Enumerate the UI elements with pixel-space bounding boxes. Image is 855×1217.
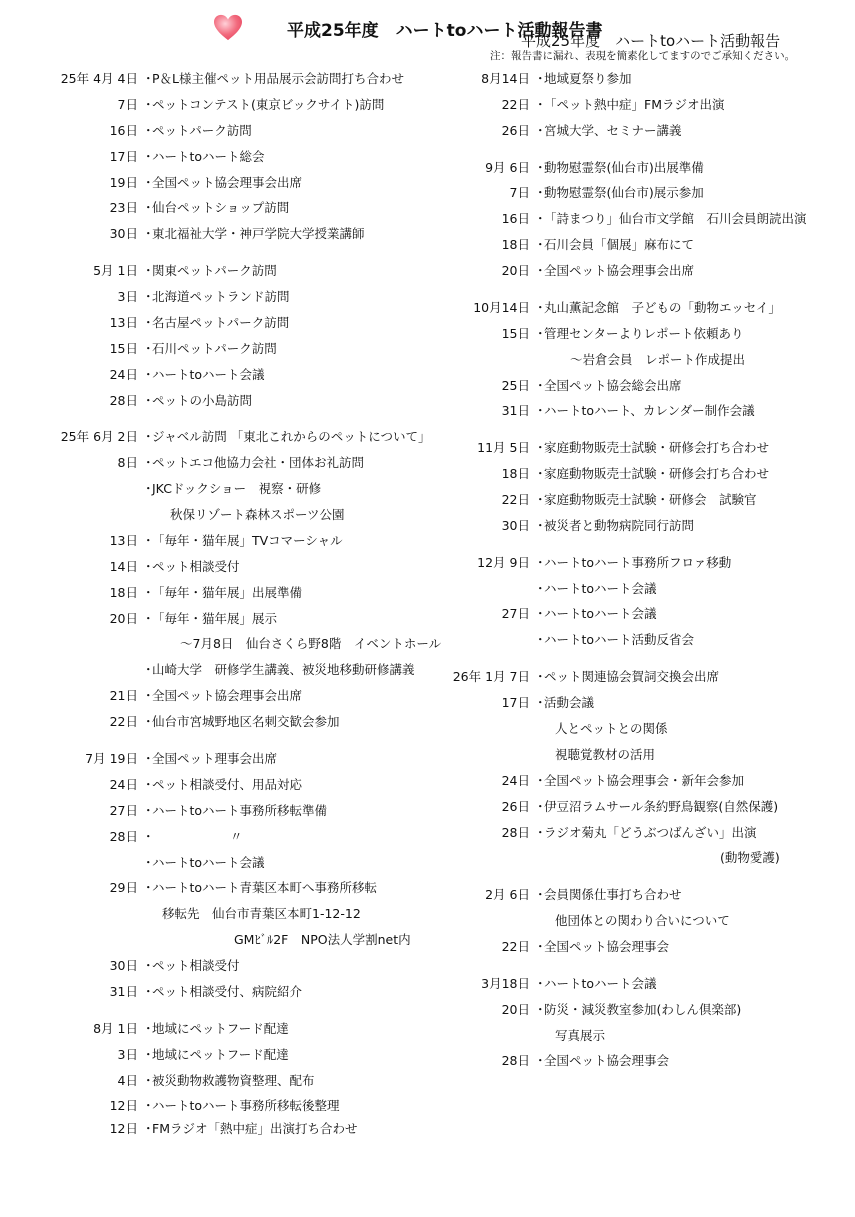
activity-date: 21日: [109, 688, 138, 704]
activity-row: [0, 195, 400, 221]
bullet-mark: ・: [142, 584, 155, 600]
activity-row: [430, 373, 830, 399]
activity-text: 「詩まつり」仙台市文学館 石川会員朗読出演: [544, 211, 807, 227]
bullet-mark: ・: [142, 392, 155, 408]
activity-text: 北海道ペットランド訪問: [152, 289, 290, 305]
bullet-mark: ・: [534, 772, 547, 788]
activity-text: 全国ペット協会理事会: [544, 1053, 670, 1069]
bullet-mark: ・: [142, 1072, 155, 1088]
activity-date: 12日: [109, 1098, 138, 1114]
bullet-mark: ・: [534, 263, 547, 279]
activity-text: 動物慰霊祭(仙台市)展示参加: [544, 185, 704, 201]
activity-row: [0, 310, 400, 336]
bullet-mark: ・: [142, 854, 155, 870]
activity-row: [430, 971, 830, 997]
activity-text: ラジオ菊丸「どうぶつばんざい」出演: [544, 824, 757, 840]
activity-text: ハートtoハート会議: [544, 580, 657, 596]
activity-text: 防災・減災教室参加(わしん倶楽部): [544, 1001, 742, 1017]
activity-text: 移転先 仙台市青葉区本町1-12-12: [162, 906, 361, 922]
activity-row: [0, 1016, 400, 1042]
activity-date: 15日: [501, 325, 530, 341]
bullet-mark: ・: [142, 71, 155, 86]
activity-row: [0, 606, 400, 632]
bullet-mark: ・: [142, 958, 155, 974]
activity-text: ～岩倉会員 レポート作成提出: [570, 351, 746, 367]
bullet-mark: ・: [142, 688, 155, 704]
activity-date: 11月 5日: [477, 440, 530, 456]
activity-date: 31日: [501, 403, 530, 419]
activity-row: [0, 554, 400, 580]
page-title-overlay: 平成25年度 ハートtoハート活動報告: [521, 32, 781, 50]
activity-list-left: [0, 66, 442, 1139]
activity-row: [0, 388, 400, 414]
bullet-mark: ・: [534, 440, 547, 456]
activity-date: 8月 1日: [93, 1020, 138, 1036]
activity-text: ジャベル訪問 「東北これからのペットについて」: [152, 429, 431, 445]
activity-date: 26日: [501, 122, 530, 138]
bullet-mark: ・: [142, 429, 155, 445]
activity-date: 28日: [109, 828, 138, 844]
activity-row: [430, 820, 830, 846]
activity-date: 3日: [117, 1046, 138, 1062]
activity-date: 4日: [117, 1072, 138, 1088]
activity-text: 東北福祉大学・神戸学院大学授業講師: [152, 226, 365, 242]
bullet-mark: ・: [534, 237, 547, 253]
bullet-mark: ・: [534, 606, 547, 622]
activity-text: 「ペット熱中症」FMラジオ出演: [544, 96, 725, 112]
activity-row: [430, 550, 830, 576]
activity-row: [430, 398, 830, 424]
activity-row: [430, 206, 830, 232]
activity-row: [0, 927, 411, 953]
activity-row: [430, 934, 830, 960]
activity-row: [430, 295, 830, 321]
bullet-mark: ・: [142, 455, 155, 471]
bullet-mark: ・: [534, 122, 547, 138]
activity-text: 仙台ペットショップ訪問: [152, 200, 290, 216]
activity-row: [430, 118, 830, 144]
activity-text: ハートtoハート活動反省会: [544, 632, 695, 648]
activity-date: 22日: [501, 938, 530, 954]
activity-date: 24日: [501, 772, 530, 788]
activity-row: [0, 258, 400, 284]
activity-text: 伊豆沼ラムサール条約野鳥観察(自然保護): [544, 798, 779, 814]
activity-text: 活動会議: [544, 695, 595, 711]
activity-date: 2月 6日: [485, 887, 530, 903]
activity-row: [430, 1048, 830, 1074]
activity-date: 24日: [109, 776, 138, 792]
bullet-mark: ・: [142, 610, 155, 626]
bullet-mark: ・: [142, 1098, 155, 1114]
activity-row: [0, 476, 400, 502]
bullet-mark: ・: [142, 662, 155, 678]
activity-row: [430, 258, 830, 284]
activity-text: 丸山薫記念館 子どもの「動物エッセイ」: [544, 299, 781, 315]
activity-text: 家庭動物販売士試験・研修会打ち合わせ: [544, 466, 770, 482]
bullet-mark: ・: [142, 340, 155, 356]
activity-text: ペット相談受付、用品対応: [152, 776, 303, 792]
activity-date: 25年 4月 4日: [60, 71, 138, 86]
activity-text: ハートtoハート事務所フロァ移動: [544, 554, 732, 570]
activity-row: [0, 221, 400, 247]
activity-date: 7月 19日: [85, 750, 138, 766]
activity-text: ハートtoハート会議: [152, 366, 265, 382]
activity-row: [0, 709, 400, 735]
activity-text: 被災者と動物病院同行訪問: [544, 517, 695, 533]
activity-text: 地域にペットフード配達: [152, 1020, 289, 1036]
activity-text: ペット相談受付: [152, 958, 240, 974]
bullet-mark: ・: [142, 122, 155, 138]
activity-row: [430, 627, 830, 653]
activity-date: 13日: [109, 532, 138, 548]
activity-text: ペットコンテスト(東京ビックサイト)訪問: [152, 96, 385, 112]
bullet-mark: ・: [142, 481, 155, 497]
bullet-mark: ・: [534, 580, 547, 596]
activity-text: 人とペットとの関係: [555, 720, 668, 736]
activity-date: 22日: [501, 96, 530, 112]
activity-row: [0, 631, 442, 657]
activity-row: [0, 284, 400, 310]
activity-text: 動物慰霊祭(仙台市)出展準備: [544, 159, 704, 175]
activity-date: 29日: [109, 880, 138, 896]
activity-row: [0, 979, 400, 1005]
bullet-mark: ・: [142, 558, 155, 574]
page-title: 平成25年度 ハートtoハート活動報告書: [287, 21, 603, 41]
activity-text: ハートtoハート事務所移転後整理: [152, 1098, 340, 1114]
activity-text: ペット関連協会賀詞交換会出席: [544, 669, 720, 685]
activity-row: [430, 513, 830, 539]
activity-date: 26日: [501, 798, 530, 814]
activity-row: [430, 487, 830, 513]
bullet-mark: ・: [142, 983, 155, 999]
activity-text: 〃: [230, 828, 243, 844]
activity-date: 20日: [109, 610, 138, 626]
activity-row: [0, 118, 400, 144]
activity-text: ハートtoハート会議: [152, 854, 265, 870]
activity-date: 7日: [509, 185, 530, 201]
activity-text: ハートtoハート、カレンダー制作会議: [544, 403, 755, 419]
activity-date: 5月 1日: [93, 263, 138, 279]
bullet-mark: ・: [534, 517, 547, 533]
activity-date: 8月14日: [481, 71, 530, 86]
activity-row: [430, 232, 830, 258]
activity-text: 全国ペット理事会出席: [152, 750, 278, 766]
activity-text: 仙台市宮城野地区名刺交歓会参加: [152, 714, 340, 730]
bullet-mark: ・: [142, 96, 155, 112]
bullet-mark: ・: [534, 71, 547, 86]
activity-row: [0, 170, 400, 196]
bullet-mark: ・: [534, 492, 547, 508]
activity-row: [430, 92, 830, 118]
activity-text: 会員関係仕事打ち合わせ: [544, 887, 682, 903]
activity-date: 27日: [501, 606, 530, 622]
activity-row: [430, 155, 830, 181]
activity-text: 全国ペット協会理事会: [544, 938, 670, 954]
activity-text: 名古屋ペットパーク訪問: [152, 314, 290, 330]
activity-date: 7日: [117, 96, 138, 112]
activity-text: GMﾋﾞﾙ2F NPO法人学割net内: [234, 932, 411, 948]
activity-row: [0, 798, 400, 824]
activity-row: [430, 461, 830, 487]
activity-text: FMラジオ「熱中症」出演打ち合わせ: [152, 1121, 358, 1137]
activity-row: [0, 1119, 400, 1139]
activity-row: [430, 997, 830, 1023]
activity-date: 3日: [117, 289, 138, 305]
activity-row: [0, 144, 400, 170]
activity-date: 30日: [109, 226, 138, 242]
activity-row: [430, 768, 830, 794]
activity-text: 視聴覚教材の活用: [555, 746, 656, 762]
bullet-mark: ・: [142, 366, 155, 382]
activity-text: ペットパーク訪問: [152, 122, 252, 138]
bullet-mark: ・: [534, 798, 547, 814]
activity-date: 22日: [109, 714, 138, 730]
activity-row: [430, 664, 830, 690]
activity-row: [0, 953, 400, 979]
bullet-mark: ・: [142, 226, 155, 242]
activity-row: [430, 908, 830, 934]
activity-row: [430, 576, 830, 602]
activity-date: 18日: [501, 466, 530, 482]
activity-row: [0, 850, 400, 876]
activity-row: [430, 845, 830, 871]
activity-text: 宮城大学、セミナー講義: [544, 122, 682, 138]
activity-date: 26年 1月 7日: [452, 669, 530, 685]
bullet-mark: ・: [142, 776, 155, 792]
activity-row: [430, 321, 830, 347]
activity-text: JKCドックショー 視察・研修: [152, 481, 322, 497]
bullet-mark: ・: [534, 824, 547, 840]
activity-date: 17日: [501, 695, 530, 711]
activity-date: 16日: [109, 122, 138, 138]
activity-row: [0, 424, 431, 450]
activity-text: 地域夏祭り参加: [544, 71, 632, 86]
activity-date: 14日: [109, 558, 138, 574]
bullet-mark: ・: [142, 828, 155, 844]
bullet-mark: ・: [142, 750, 155, 766]
bullet-mark: ・: [534, 669, 547, 685]
activity-text: ペットの小島訪問: [152, 392, 253, 408]
bullet-mark: ・: [534, 975, 547, 991]
bullet-mark: ・: [142, 880, 155, 896]
bullet-mark: ・: [142, 802, 155, 818]
bullet-mark: ・: [534, 1001, 547, 1017]
bullet-mark: ・: [534, 185, 547, 201]
activity-row: [0, 875, 400, 901]
activity-text: P＆L様主催ペット用品展示会訪問打ち合わせ: [152, 71, 405, 86]
report-note: 注：報告書に漏れ、表現を簡素化してますのでご承知ください。: [490, 50, 796, 62]
bullet-mark: ・: [534, 466, 547, 482]
bullet-mark: ・: [534, 96, 547, 112]
activity-date: 24日: [109, 366, 138, 382]
activity-text: 「毎年・猫年展」TVコマーシャル: [152, 532, 343, 548]
activity-date: 12日: [109, 1121, 138, 1137]
activity-date: 18日: [109, 584, 138, 600]
activity-text: 家庭動物販売士試験・研修会 試験官: [544, 492, 757, 508]
activity-date: 25日: [501, 377, 530, 393]
activity-text: 他団体との関わり合いについて: [555, 913, 730, 929]
activity-date: 18日: [501, 237, 530, 253]
activity-date: 28日: [501, 824, 530, 840]
activity-date: 20日: [501, 1001, 530, 1017]
bullet-mark: ・: [142, 1121, 155, 1137]
bullet-mark: ・: [142, 532, 155, 548]
bullet-mark: ・: [142, 1046, 155, 1062]
activity-row: [0, 66, 405, 92]
activity-text: 全国ペット協会理事会出席: [544, 263, 695, 279]
activity-list-right: [430, 66, 830, 1074]
activity-text: 家庭動物販売士試験・研修会打ち合わせ: [544, 440, 770, 456]
activity-date: 31日: [109, 983, 138, 999]
activity-row: [0, 1093, 400, 1119]
activity-text: 秋保リゾート森林スポーツ公園: [170, 507, 345, 523]
activity-date: 8日: [117, 455, 138, 471]
heart-icon: [213, 14, 243, 42]
activity-text: 地域にペットフード配達: [152, 1046, 289, 1062]
activity-date: 30日: [109, 958, 138, 974]
bullet-mark: ・: [534, 211, 547, 227]
activity-text: 管理センターよりレポート依頼あり: [544, 325, 744, 341]
activity-row: [0, 824, 400, 850]
activity-row: [430, 347, 830, 373]
bullet-mark: ・: [534, 632, 547, 648]
activity-text: 被災動物救護物資整理、配布: [152, 1072, 315, 1088]
activity-date: 9月 6日: [485, 159, 530, 175]
activity-row: [0, 92, 400, 118]
activity-date: 15日: [109, 340, 138, 356]
activity-row: [0, 502, 400, 528]
bullet-mark: ・: [534, 695, 547, 711]
activity-text: ハートtoハート会議: [544, 975, 657, 991]
bullet-mark: ・: [534, 377, 547, 393]
activity-row: [0, 336, 400, 362]
activity-row: [0, 901, 400, 927]
activity-date: 28日: [501, 1053, 530, 1069]
bullet-mark: ・: [142, 200, 155, 216]
activity-row: [0, 746, 400, 772]
activity-text: 関東ペットパーク訪問: [152, 263, 277, 279]
activity-date: 17日: [109, 148, 138, 164]
activity-date: 3月18日: [481, 975, 530, 991]
activity-text: ハートtoハート事務所移転準備: [152, 802, 328, 818]
activity-date: 19日: [109, 174, 138, 190]
activity-text: ハートtoハート青葉区本町へ事務所移転: [152, 880, 378, 896]
bullet-mark: ・: [534, 159, 547, 175]
activity-date: 10月14日: [473, 299, 530, 315]
activity-row: [430, 742, 830, 768]
activity-date: 23日: [109, 200, 138, 216]
activity-text: 「毎年・猫年展」展示: [152, 610, 278, 626]
activity-text: (動物愛護): [720, 850, 780, 866]
activity-text: 全国ペット協会理事会出席: [152, 174, 303, 190]
activity-text: 「毎年・猫年展」出展準備: [152, 584, 303, 600]
activity-row: [430, 66, 830, 92]
activity-date: 12月 9日: [477, 554, 530, 570]
bullet-mark: ・: [534, 554, 547, 570]
activity-date: 20日: [501, 263, 530, 279]
activity-row: [0, 772, 400, 798]
activity-text: ペット相談受付: [152, 558, 240, 574]
activity-text: ペット相談受付、病院紹介: [152, 983, 303, 999]
activity-row: [0, 1068, 400, 1094]
bullet-mark: ・: [534, 938, 547, 954]
activity-text: 全国ペット協会理事会・新年会参加: [544, 772, 745, 788]
activity-text: 全国ペット協会総会出席: [544, 377, 682, 393]
bullet-mark: ・: [142, 314, 155, 330]
activity-date: 16日: [501, 211, 530, 227]
activity-date: 13日: [109, 314, 138, 330]
activity-text: ハートtoハート会議: [544, 606, 657, 622]
activity-text: ペットエコ他協力会社・団体お礼訪問: [152, 455, 365, 471]
activity-row: [0, 362, 400, 388]
activity-date: 22日: [501, 492, 530, 508]
activity-row: [0, 1042, 400, 1068]
bullet-mark: ・: [534, 403, 547, 419]
bullet-mark: ・: [142, 263, 155, 279]
activity-text: 石川ペットパーク訪問: [152, 340, 277, 356]
activity-row: [430, 882, 830, 908]
activity-date: 25年 6月 2日: [60, 429, 138, 445]
activity-row: [0, 657, 415, 683]
bullet-mark: ・: [142, 174, 155, 190]
activity-row: [0, 450, 400, 476]
activity-row: [430, 1023, 830, 1049]
activity-date: 30日: [501, 517, 530, 533]
activity-text: 全国ペット協会理事会出席: [152, 688, 303, 704]
bullet-mark: ・: [534, 325, 547, 341]
bullet-mark: ・: [534, 887, 547, 903]
activity-row: [0, 528, 400, 554]
bullet-mark: ・: [534, 1053, 547, 1069]
activity-row: [0, 580, 400, 606]
activity-row: [430, 690, 830, 716]
bullet-mark: ・: [142, 289, 155, 305]
activity-row: [430, 435, 830, 461]
bullet-mark: ・: [534, 299, 547, 315]
activity-row: [430, 601, 830, 627]
activity-row: [430, 794, 830, 820]
activity-date: 27日: [109, 802, 138, 818]
activity-text: ハートtoハート総会: [152, 148, 265, 164]
activity-row: [430, 180, 830, 206]
activity-row: [0, 683, 400, 709]
activity-text: 写真展示: [555, 1027, 606, 1043]
activity-text: ～7月8日 仙台さくら野8階 イベントホール: [180, 636, 442, 652]
activity-date: 28日: [109, 392, 138, 408]
activity-text: 山崎大学 研修学生講義、被災地移動研修講義: [152, 662, 415, 678]
activity-row: [430, 716, 830, 742]
activity-text: 石川会員「個展」麻布にて: [544, 237, 695, 253]
bullet-mark: ・: [142, 1020, 155, 1036]
bullet-mark: ・: [142, 714, 155, 730]
bullet-mark: ・: [142, 148, 155, 164]
